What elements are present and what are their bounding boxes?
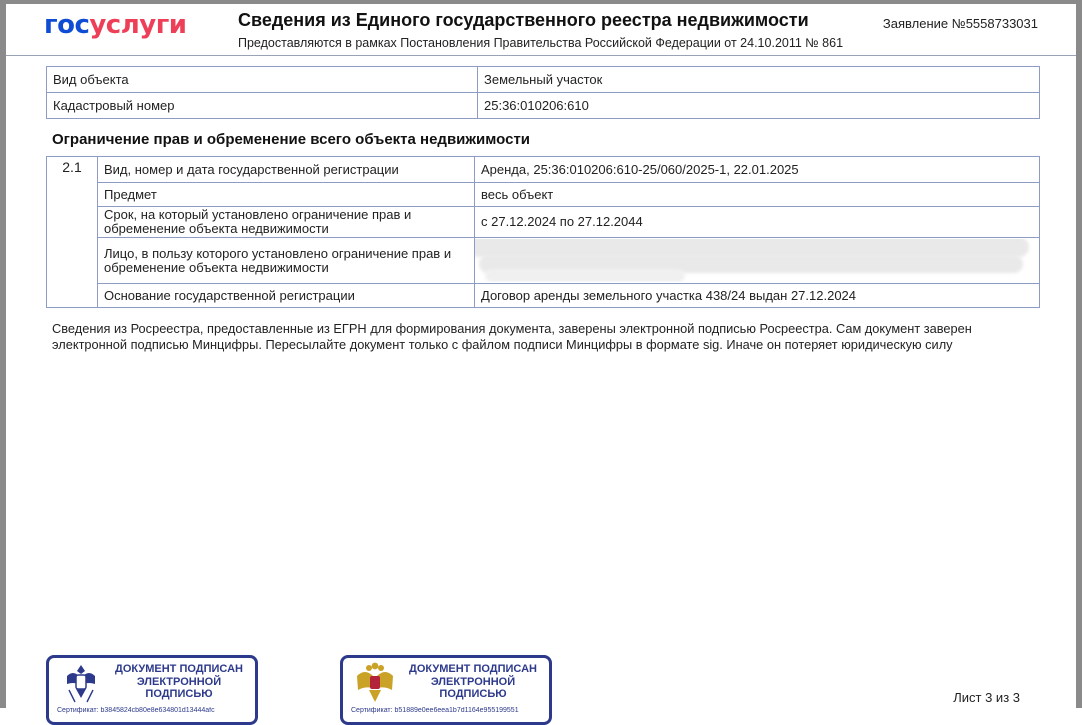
restrictions-heading: Ограничение прав и обременение всего объекта недвижимости — [52, 131, 531, 148]
table-row — [47, 157, 1040, 183]
term-value: с 27.12.2024 по 27.12.2044 — [475, 207, 1040, 238]
page-number: Лист 3 из 3 — [953, 690, 1020, 705]
subject-value: весь объект — [475, 183, 1040, 207]
document-subtitle: Предоставляются в рамках Постановления Правительства Российской Федерации от 24.10.2011 № 861 — [238, 36, 844, 50]
table-row — [47, 238, 1040, 284]
table-row — [47, 67, 1040, 93]
table-row — [47, 284, 1040, 308]
stamp-text-line: ПОДПИСЬЮ — [439, 688, 507, 700]
registration-value: Аренда, 25:36:010206:610-25/060/2025-1, 22.01.2025 — [475, 157, 1040, 183]
object-info-table — [46, 66, 1040, 119]
logo-part-gos: гос — [44, 10, 90, 40]
gosuslugi-logo — [44, 10, 187, 40]
restrictions-table — [46, 156, 1040, 308]
certificate-line: Сертификат: b51889e0ee6eea1b7d1164e955199551 — [351, 707, 519, 714]
object-type-label: Вид объекта — [47, 67, 478, 93]
basis-label: Основание государственной регистрации — [98, 284, 475, 308]
document-title: Сведения из Единого государственного реестра недвижимости — [238, 10, 809, 30]
stamp-text — [401, 663, 545, 701]
stamp-text-line: ДОКУМЕНТ ПОДПИСАН — [115, 663, 243, 675]
basis-value: Договор аренды земельного участка 438/24 выдан 27.12.2024 — [475, 284, 1040, 308]
object-type-value: Земельный участок — [478, 67, 1040, 93]
stamp-text — [107, 663, 251, 701]
stamp-text-line: ЭЛЕКТРОННОЙ — [430, 675, 516, 688]
cadastral-number-value: 25:36:010206:610 — [478, 93, 1040, 119]
rosreestr-emblem-icon — [61, 662, 101, 706]
header-divider — [6, 55, 1076, 56]
redaction-blur — [485, 269, 685, 282]
application-number: Заявление №5558733031 — [882, 16, 1038, 31]
signature-footnote: Сведения из Росреестра, предоставленные из ЕГРН для формирования документа, заверены электронной подписью Росреестра. Сам документ заверен электронной подписью Минцифры. Пересылайте документ только с файлом подписи Минцифры в формате sig. Иначе он потеряет юридическую силу — [52, 321, 972, 352]
coat-of-arms-icon — [355, 662, 395, 706]
cadastral-number-label: Кадастровый номер — [47, 93, 478, 119]
signature-stamp-mintsifry — [340, 655, 552, 725]
table-row — [47, 93, 1040, 119]
logo-part-uslugi: услуги — [89, 10, 187, 40]
signature-stamp-rosreestr — [46, 655, 258, 725]
stamp-text-line: ДОКУМЕНТ ПОДПИСАН — [409, 663, 537, 675]
subject-label: Предмет — [98, 183, 475, 207]
registration-label: Вид, номер и дата государственной регистрации — [98, 157, 475, 183]
table-row — [47, 207, 1040, 238]
redacted-beneficiary — [475, 239, 1039, 282]
certificate-line: Сертификат: b3845824cb80e8e634801d13444afc — [57, 707, 215, 714]
stamp-text-line: ЭЛЕКТРОННОЙ — [136, 675, 222, 688]
stamp-text-line: ПОДПИСЬЮ — [145, 688, 213, 700]
table-row — [47, 183, 1040, 207]
term-label: Срок, на который установлено ограничение прав и обременение объекта недвижимости — [98, 207, 475, 238]
beneficiary-value-cell — [475, 238, 1040, 284]
restriction-number: 2.1 — [47, 157, 98, 308]
beneficiary-label: Лицо, в пользу которого установлено ограничение прав и обременение объекта недвижимости — [98, 238, 475, 284]
